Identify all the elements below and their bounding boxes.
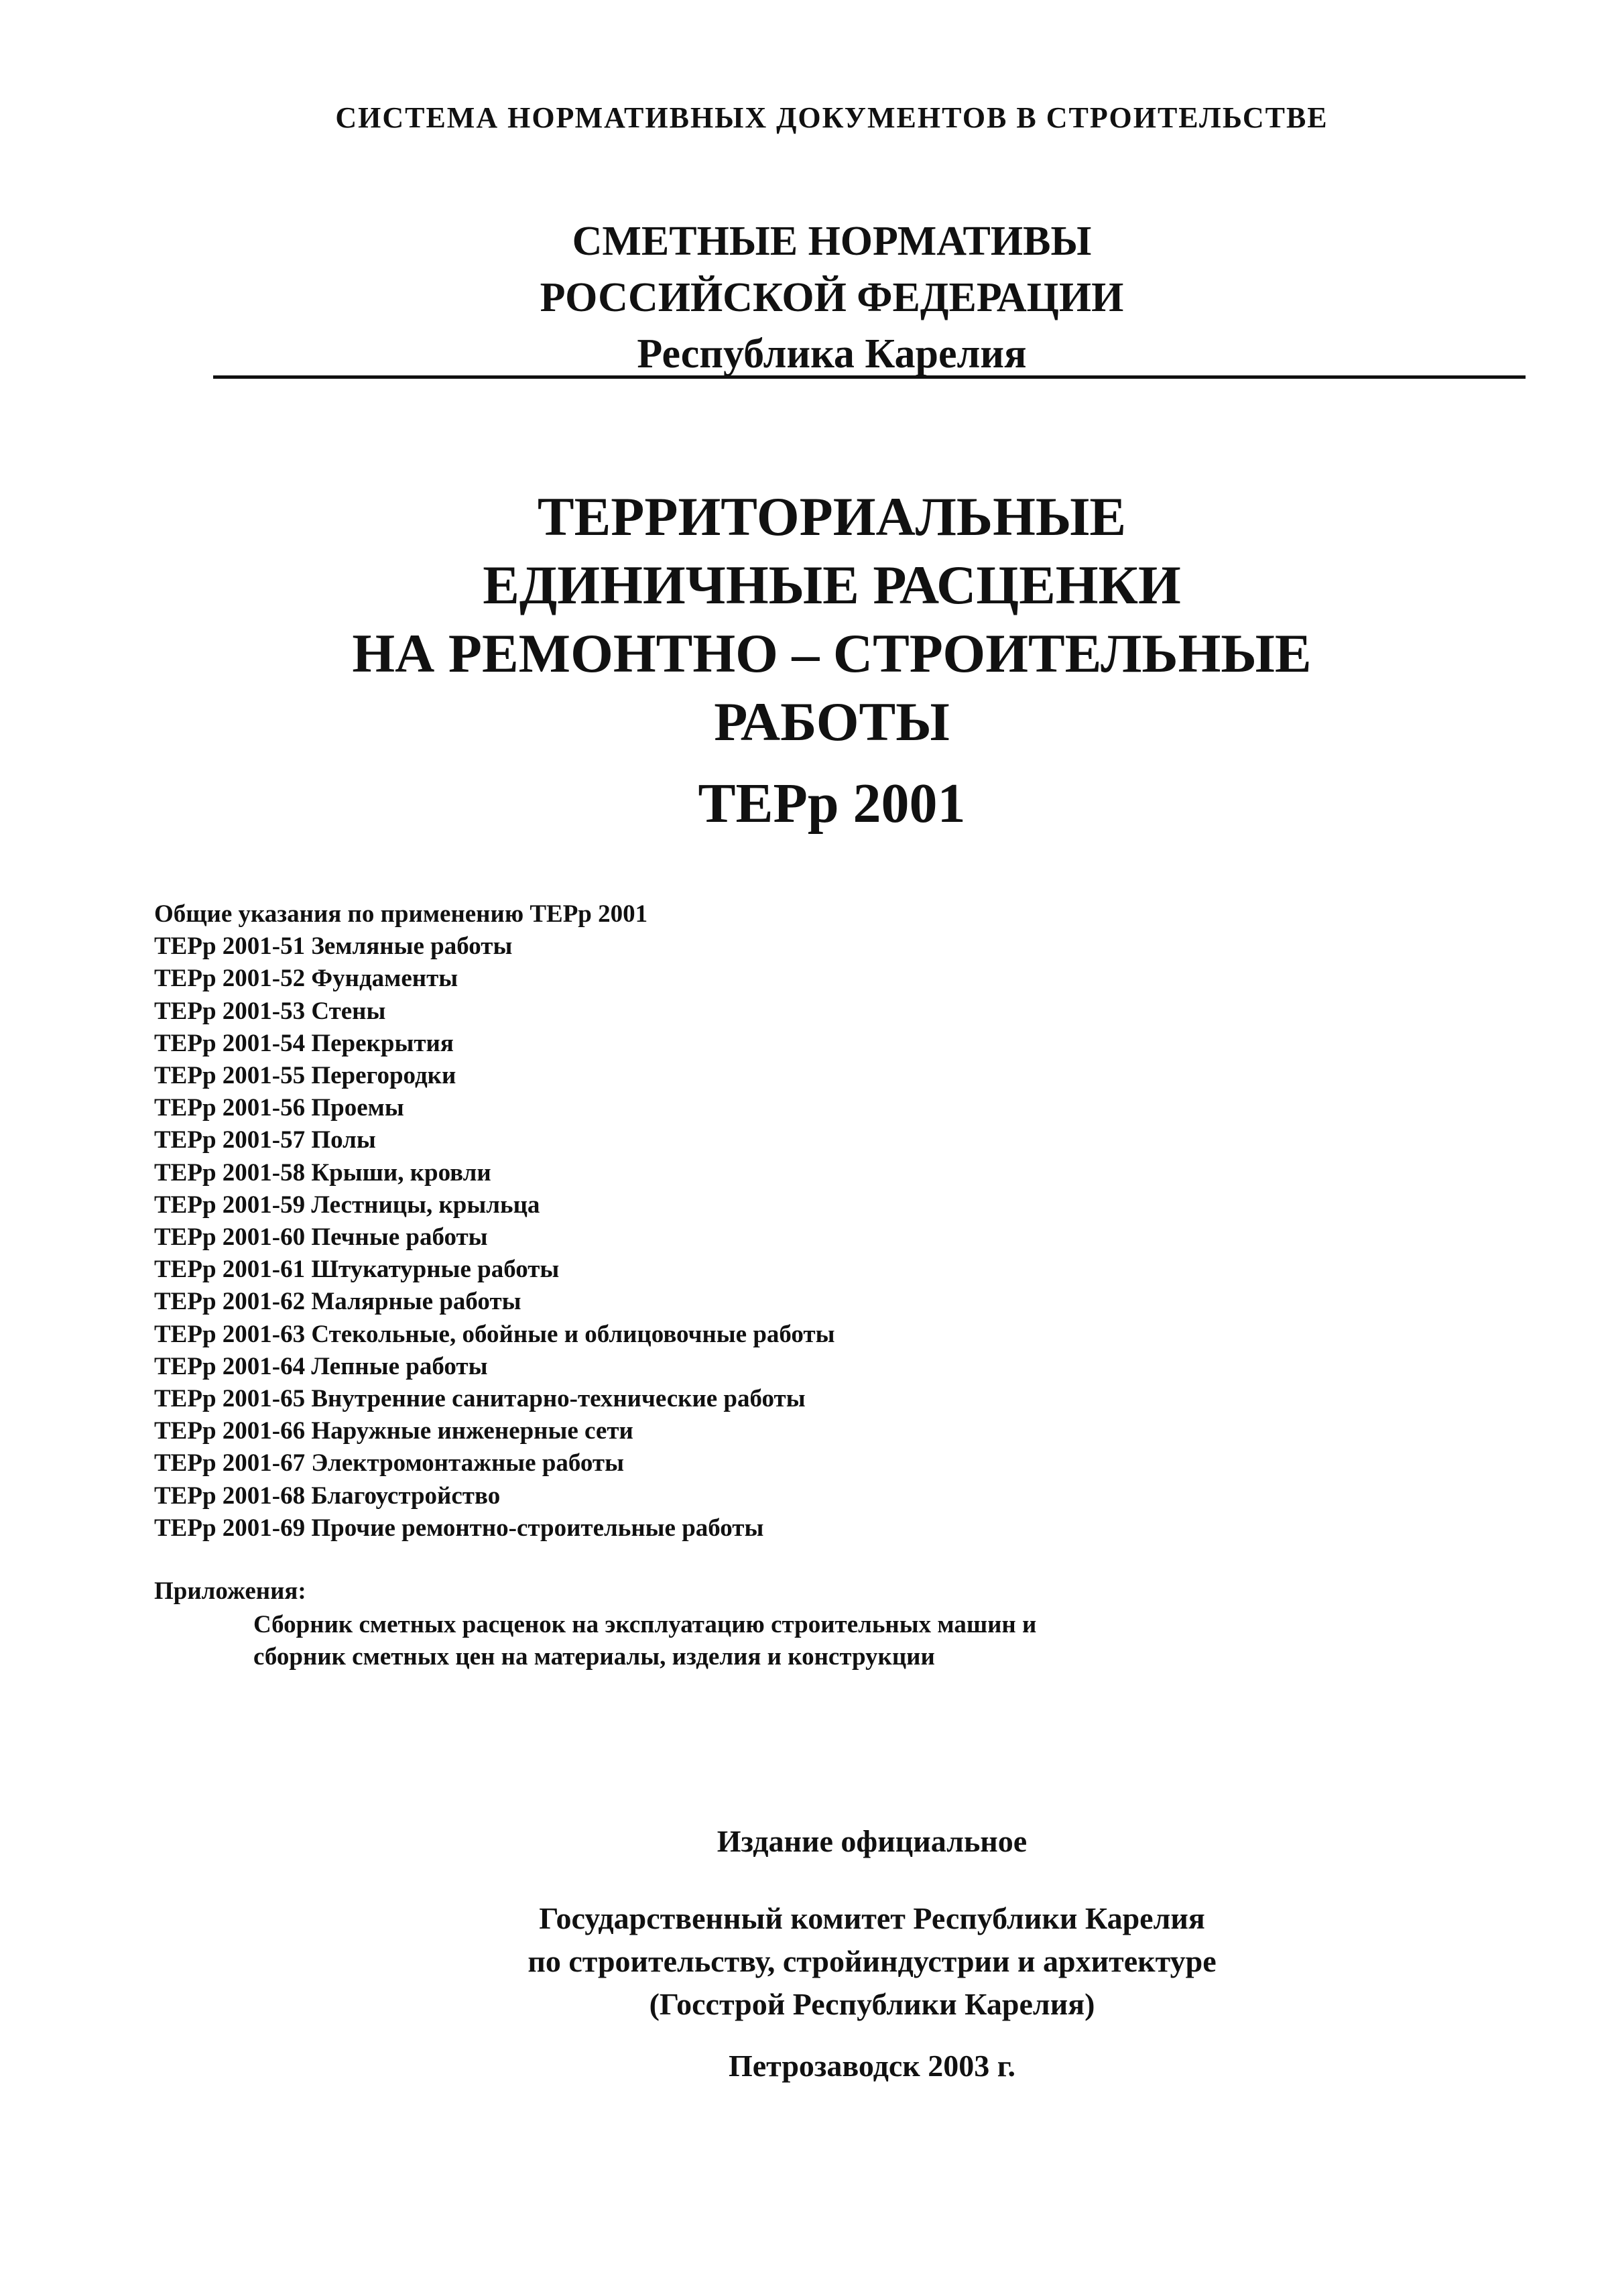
contents-item: ТЕРр 2001-57 Полы bbox=[154, 1126, 376, 1154]
contents-item: ТЕРр 2001-62 Малярные работы bbox=[154, 1288, 521, 1316]
contents-item: ТЕРр 2001-56 Проемы bbox=[154, 1094, 404, 1122]
title-line-4: РАБОТЫ bbox=[714, 691, 950, 752]
contents-item: ТЕРр 2001-67 Электромонтажные работы bbox=[154, 1449, 624, 1477]
contents-item: ТЕРр 2001-63 Стекольные, обойные и облицовочные работы bbox=[154, 1320, 835, 1348]
appendix-text bbox=[253, 1609, 1460, 1673]
contents-item: ТЕРр 2001-66 Наружные инженерные сети bbox=[154, 1417, 633, 1445]
horizontal-rule bbox=[213, 375, 1526, 379]
title-line-2: ЕДИНИЧНЫЕ РАСЦЕНКИ bbox=[483, 554, 1181, 615]
contents-list bbox=[154, 898, 1428, 1545]
contents-item: ТЕРр 2001-64 Лепные работы bbox=[154, 1352, 488, 1380]
contents-item: Общие указания по применению ТЕРр 2001 bbox=[154, 900, 648, 928]
contents-item: ТЕРр 2001-54 Перекрытия bbox=[154, 1029, 454, 1057]
publisher-line-1: Государственный комитет Республики Карелия bbox=[539, 1901, 1205, 1935]
publisher-block bbox=[0, 1897, 1610, 2026]
edition-note: Издание официальное bbox=[717, 1824, 1028, 1858]
series-header: СИСТЕМА НОРМАТИВНЫХ ДОКУМЕНТОВ В СТРОИТЕЛЬСТВЕ bbox=[335, 101, 1328, 134]
norms-block bbox=[0, 213, 1610, 382]
publication-place-year: Петрозаводск 2003 г. bbox=[728, 2049, 1015, 2083]
title-line-1: ТЕРРИТОРИАЛЬНЫЕ bbox=[537, 486, 1127, 547]
contents-item: ТЕРр 2001-69 Прочие ремонтно-строительные работы bbox=[154, 1514, 764, 1542]
contents-item: ТЕРр 2001-51 Земляные работы bbox=[154, 932, 513, 961]
contents-item: ТЕРр 2001-65 Внутренние санитарно-технические работы bbox=[154, 1385, 806, 1413]
contents-item: ТЕРр 2001-60 Печные работы bbox=[154, 1223, 488, 1252]
contents-item: ТЕРр 2001-55 Перегородки bbox=[154, 1062, 456, 1090]
contents-item: ТЕРр 2001-52 Фундаменты bbox=[154, 965, 458, 993]
title-line-3: НА РЕМОНТНО – СТРОИТЕЛЬНЫЕ bbox=[352, 623, 1312, 684]
document-code: ТЕРр 2001 bbox=[698, 772, 966, 835]
contents-item: ТЕРр 2001-59 Лестницы, крыльца bbox=[154, 1191, 540, 1219]
norms-line-3: Республика Карелия bbox=[637, 331, 1027, 377]
publisher-line-3: (Госстрой Республики Карелия) bbox=[649, 1987, 1095, 2021]
publisher-line-2: по строительству, стройиндустрии и архитектуре bbox=[528, 1944, 1217, 1978]
contents-item: ТЕРр 2001-53 Стены bbox=[154, 997, 386, 1025]
contents-item: ТЕРр 2001-58 Крыши, кровли bbox=[154, 1158, 491, 1187]
norms-line-2: РОССИЙСКОЙ ФЕДЕРАЦИИ bbox=[540, 275, 1124, 320]
contents-item: ТЕРр 2001-61 Штукатурные работы bbox=[154, 1256, 560, 1284]
appendix-line-2: сборник сметных цен на материалы, изделия и конструкции bbox=[253, 1643, 935, 1671]
appendix-line-1: Сборник сметных расценок на эксплуатацию строительных машин и bbox=[253, 1611, 1037, 1638]
contents-item: ТЕРр 2001-68 Благоустройство bbox=[154, 1482, 501, 1510]
document-title bbox=[0, 483, 1610, 756]
appendix-heading: Приложения: bbox=[154, 1577, 306, 1605]
norms-line-1: СМЕТНЫЕ НОРМАТИВЫ bbox=[572, 219, 1092, 264]
